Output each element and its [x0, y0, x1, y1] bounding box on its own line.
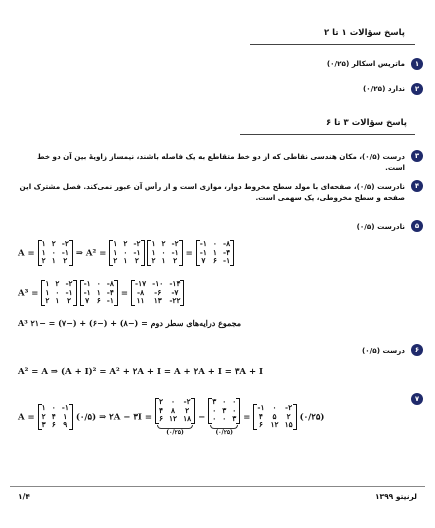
matrix-cell: ۵: [272, 411, 277, 421]
matrix-cell: ۱: [45, 279, 50, 288]
section1-title: پاسخ سؤالات ۱ تا ۲: [324, 28, 405, 38]
matrix-cell: ۶: [158, 414, 163, 423]
matrix-cell: ۹: [63, 420, 68, 429]
matrix-a: [147, 240, 182, 266]
label-a3: A³ =: [18, 288, 39, 299]
matrix-cell: ۱: [161, 256, 166, 265]
matrix-cell: ۶: [51, 420, 56, 429]
matrix-cell: ۱: [41, 239, 46, 248]
matrix-cell: -۲: [65, 279, 73, 288]
matrix-cell: -۱: [83, 279, 91, 288]
matrix-cell: ۶: [96, 296, 101, 305]
matrix-cell: ۰: [161, 247, 166, 257]
matrix-a: [109, 240, 144, 266]
matrix-result: [253, 404, 296, 430]
matrix-cell: ۰: [96, 279, 101, 288]
matrix-cell: ۲: [286, 411, 291, 421]
matrix-a2: [196, 240, 234, 266]
matrix-cell: ۲: [151, 256, 156, 265]
matrix-cell: ۰: [232, 405, 237, 415]
matrix-cell: -۱: [65, 287, 73, 297]
matrix-cell: ۲: [123, 239, 128, 248]
matrix-cell: -۱: [222, 256, 231, 265]
matrix-3i: [208, 398, 240, 424]
footer-page: ۱/۴: [18, 492, 30, 501]
matrix-cell: -۱: [83, 287, 91, 297]
matrix-cell: ۱: [41, 403, 46, 412]
matrix-cell: ۱: [51, 256, 56, 265]
q3-badge: ۳: [411, 150, 423, 162]
matrix-cell: -۲: [183, 397, 191, 406]
matrix-cell: ۲: [55, 279, 60, 288]
q5-badge: ۵: [411, 220, 423, 232]
matrix-cell: ۲: [41, 411, 46, 421]
matrix-cell: -۱: [199, 247, 207, 257]
matrix-a: [41, 280, 76, 306]
matrix-cell: ۷: [85, 296, 90, 305]
matrix-cell: -۱: [61, 403, 69, 412]
matrix-cell: ۱۱: [136, 296, 145, 305]
matrix-cell: ۲: [67, 296, 72, 305]
q7-mid: (۰/۵) ⇒ ۲A − ۳I =: [75, 412, 152, 423]
matrix-cell: -۱: [199, 239, 207, 248]
matrix-cell: ۴: [258, 411, 263, 421]
matrix-cell: -۱: [133, 247, 141, 257]
section2-title: پاسخ سؤالات ۳ تا ۶: [326, 118, 407, 128]
item-2-badge: ۲: [411, 83, 423, 95]
matrix-cell: -۴: [222, 247, 231, 257]
matrix-cell: ۶: [258, 420, 263, 429]
matrix-cell: -۱: [61, 247, 69, 257]
matrix-cell: ۱۵: [284, 420, 293, 429]
matrix-cell: ۱: [55, 296, 60, 305]
item-1-badge: ۱: [411, 58, 423, 70]
matrix-cell: ۰: [55, 287, 60, 297]
matrix-cell: ۰: [51, 247, 56, 257]
item-1-text: ماتریس اسکالر (۰/۲۵): [326, 59, 405, 68]
matrix-cell: ۴: [158, 405, 163, 415]
q6-text: درست (۰/۵): [362, 346, 405, 355]
matrix-cell: -۱: [257, 403, 265, 412]
matrix-cell: -۱۰: [152, 279, 164, 288]
matrix-cell: ۲: [63, 256, 68, 265]
matrix-cell: ۳: [222, 405, 227, 415]
q5-sum-line: A³ مجموع درایه‌های سطر دوم = (−۸) + (−۶) + (−۷) = −۲۱: [18, 318, 242, 328]
matrix-cell: ۱۲: [169, 414, 178, 423]
matrix-cell: ۷: [201, 256, 206, 265]
matrix-cell: -۴: [106, 287, 114, 297]
q6-badge: ۶: [411, 344, 423, 356]
q6-equation: A² = A ⇒ (A + I)² = A² + ۲A + I = A + ۲A + I = ۳A + I: [18, 367, 264, 377]
matrix-cell: ۸: [171, 405, 176, 415]
matrix-2a: [155, 398, 195, 424]
matrix-cell: ۲: [158, 397, 163, 406]
section-divider: [250, 44, 415, 45]
matrix-cell: ۰: [51, 403, 56, 412]
q3-text: درست (۰/۵)، مکان هندسی نقاطی که از دو خط متقاطع به یک فاصله باشند، نیمساز زاویهٔ بین آن دو خط است.: [37, 152, 405, 172]
matrix-cell: -۲۲: [169, 296, 181, 305]
matrix-cell: -۸: [136, 287, 145, 297]
label-a2: ⇒ A² =: [75, 248, 107, 259]
matrix-cell: ۰: [171, 397, 176, 406]
matrix-cell: ۱: [96, 287, 101, 297]
matrix-cell: ۱: [113, 247, 118, 257]
matrix-cell: ۲: [113, 256, 118, 265]
section-divider: [240, 134, 415, 135]
q5-eq-row1: A = ۱ ۲ -۲ ۱ ۰ -۱ ۲ ۱ ۲ ⇒ A² = ۱ ۲ -۲ ۱ ۰ -۱ ۲ ۱ ۲ ۱ ۲ -۲ ۱ ۰ -۱ ۲ ۱ ۲ = -۱ ۰ -۸ -۱ ۱ -۴ ۷ ۶ -۱: [18, 240, 234, 266]
matrix-cell: ۰: [222, 414, 227, 423]
matrix-cell: ۰: [212, 414, 217, 423]
matrix-cell: ۰: [212, 405, 217, 415]
matrix-cell: ۲: [185, 405, 190, 415]
matrix-a3: [131, 280, 185, 306]
matrix-cell: ۲: [41, 256, 46, 265]
matrix-cell: ۱: [151, 239, 156, 248]
matrix-cell: ۱: [123, 256, 128, 265]
item-2-text: ندارد (۰/۲۵): [362, 84, 405, 93]
matrix-cell: -۶: [154, 287, 162, 297]
matrix-cell: -۲: [133, 239, 141, 248]
matrix-cell: ۰: [232, 397, 237, 406]
mark-3i: (۰/۲۵): [215, 428, 233, 436]
matrix-cell: ۰: [272, 403, 277, 412]
matrix-cell: ۱۳: [153, 296, 162, 305]
matrix-cell: ۰: [123, 247, 128, 257]
q5-text: نادرست (۰/۵): [356, 222, 405, 231]
matrix-cell: ۱: [45, 287, 50, 297]
matrix-cell: -۱: [171, 247, 179, 257]
matrix-cell: -۱۴: [169, 279, 181, 288]
matrix-cell: ۳: [232, 414, 237, 423]
matrix-cell: -۱۷: [134, 279, 147, 288]
matrix-cell: ۳: [212, 397, 217, 406]
matrix-cell: ۱: [151, 247, 156, 257]
matrix-cell: ۱: [113, 239, 118, 248]
matrix-a: [38, 404, 73, 430]
matrix-cell: -۱: [106, 296, 114, 305]
matrix-a: [38, 240, 73, 266]
matrix-cell: ۳: [41, 420, 46, 429]
q7-equation: A = ۱ ۰ -۱ ۲ ۴ ۱ ۳ ۶ ۹ (۰/۵) ⇒ ۲A − ۳I = ۲ ۰ -۲ ۴ ۸ ۲ ۶ ۱۲ ۱۸ (۰/۲۵) − ۳ ۰ ۰ ۰ ۳ ۰ ۰ ۰ ۳ (۰/۲۵) = -۱ ۰ -۲ ۴ ۵ ۲ ۶ ۱۲ ۱۵ (۰/۲۵): [18, 397, 325, 436]
footer-brand: لرنیتو ۱۳۹۹: [374, 492, 417, 501]
matrix-cell: ۲: [45, 296, 50, 305]
matrix-cell: ۲: [173, 256, 178, 265]
q4-text: نادرست (۰/۵)، صفحه‌ای با مولد سطح مخروط دوار، موازی است و از رأس آن عبور نمی‌کند. فصل مشترک این صفحه و سطح مخروطی، یک سهمی است.: [19, 182, 405, 202]
matrix-cell: -۸: [222, 239, 231, 248]
matrix-cell: ۶: [212, 256, 217, 265]
matrix-cell: -۸: [106, 279, 114, 288]
mark-2a: (۰/۲۵): [166, 428, 184, 436]
matrix-cell: ۲: [51, 239, 56, 248]
matrix-cell: -۷: [171, 287, 179, 297]
q4-badge: ۴: [411, 180, 423, 192]
matrix-cell: ۲: [161, 239, 166, 248]
matrix-a2: [80, 280, 118, 306]
matrix-cell: ۱: [212, 247, 217, 257]
label-a: A =: [18, 248, 35, 259]
q5-eq-row2: A³ = ۱ ۲ -۲ ۱ ۰ -۱ ۲ ۱ ۲ -۱ ۰ -۸ -۱ ۱ -۴ ۷ ۶ -۱ = -۱۷ -۱۰ -۱۴ -۸ -۶ -۷ ۱۱ ۱۳ -۲۲: [18, 280, 184, 306]
matrix-cell: -۲: [171, 239, 179, 248]
matrix-cell: -۲: [61, 239, 69, 248]
matrix-cell: ۱: [63, 411, 68, 421]
matrix-cell: ۱۸: [183, 414, 192, 423]
matrix-cell: ۰: [212, 239, 217, 248]
matrix-cell: -۲: [285, 403, 293, 412]
q7-badge: ۷: [411, 393, 423, 405]
matrix-cell: ۴: [51, 411, 56, 421]
matrix-cell: ۰: [222, 397, 227, 406]
matrix-cell: ۱۲: [270, 420, 279, 429]
footer-rule: [10, 486, 425, 487]
matrix-cell: ۱: [41, 247, 46, 257]
q7-mark-end: (۰/۲۵): [299, 412, 325, 423]
matrix-cell: ۲: [134, 256, 139, 265]
